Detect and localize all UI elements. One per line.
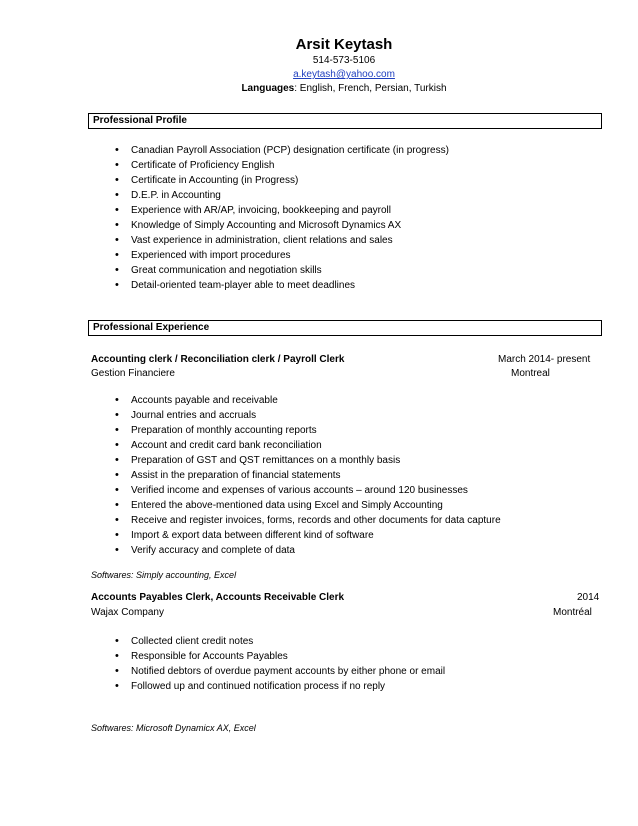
list-item: • Verified income and expenses of various accounts – around 120 businesses: [115, 484, 468, 496]
phone-number: 514-573-5106: [312, 55, 376, 66]
bullet-icon: •: [115, 394, 119, 406]
list-item: • Experienced with import procedures: [115, 249, 291, 261]
list-item: • Preparation of GST and QST remittances on a monthly basis: [115, 454, 401, 466]
bullet-icon: •: [115, 499, 119, 511]
email-line: [0, 68, 638, 82]
job-duties-list: [0, 634, 445, 694]
list-item: • Import & export data between different kind of software: [115, 529, 374, 541]
profile-list: [0, 143, 449, 293]
bullet-icon: •: [115, 409, 119, 421]
list-item: • Great communication and negotiation skills: [115, 264, 322, 276]
list-item: • Vast experience in administration, client relations and sales: [115, 234, 393, 246]
job-duties-list: [0, 393, 501, 558]
bullet-icon: •: [115, 204, 119, 216]
bullet-icon: •: [115, 469, 119, 481]
job-title: Accounting clerk / Reconciliation clerk / Payroll Clerk: [91, 354, 345, 365]
list-item: • Certificate in Accounting (in Progress): [115, 174, 299, 186]
list-item: • Responsible for Accounts Payables: [115, 650, 288, 662]
list-item: • Followed up and continued notification process if no reply: [115, 680, 386, 692]
languages-label: Languages: [241, 83, 295, 94]
resume-header: [0, 36, 638, 96]
list-item: • Canadian Payroll Association (PCP) designation certificate (in progress): [115, 144, 449, 156]
job-location: Montréal: [553, 607, 592, 618]
bullet-icon: •: [115, 174, 119, 186]
bullet-icon: •: [115, 514, 119, 526]
bullet-icon: •: [115, 264, 119, 276]
section-header-experience: Professional Experience: [88, 320, 602, 336]
bullet-icon: •: [115, 159, 119, 171]
software-note: Softwares: Simply accounting, Excel: [91, 570, 237, 580]
list-item: • Journal entries and accruals: [115, 409, 257, 421]
bullet-icon: •: [115, 279, 119, 291]
list-item: • Entered the above-mentioned data using Excel and Simply Accounting: [115, 499, 443, 511]
list-item: • Collected client credit notes: [115, 635, 254, 647]
list-item: • Assist in the preparation of financial statements: [115, 469, 341, 481]
bullet-icon: •: [115, 249, 119, 261]
bullet-icon: •: [115, 234, 119, 246]
bullet-icon: •: [115, 650, 119, 662]
bullet-icon: •: [115, 665, 119, 677]
job-date: March 2014- present: [498, 354, 591, 365]
list-item: • Certificate of Proficiency English: [115, 159, 275, 171]
list-item: • Knowledge of Simply Accounting and Microsoft Dynamics AX: [115, 219, 402, 231]
bullet-icon: •: [115, 144, 119, 156]
bullet-icon: •: [115, 544, 119, 556]
candidate-name: Arsit Keytash: [295, 36, 393, 53]
languages-value: : English, French, Persian, Turkish: [294, 83, 447, 94]
bullet-icon: •: [115, 424, 119, 436]
bullet-icon: •: [115, 454, 119, 466]
list-item: • Notified debtors of overdue payment accounts by either phone or email: [115, 665, 446, 677]
bullet-icon: •: [115, 189, 119, 201]
bullet-icon: •: [115, 680, 119, 692]
list-item: • Accounts payable and receivable: [115, 394, 278, 406]
bullet-icon: •: [115, 439, 119, 451]
list-item: • Experience with AR/AP, invoicing, bookkeeping and payroll: [115, 204, 391, 216]
bullet-icon: •: [115, 529, 119, 541]
job-date: 2014: [577, 592, 600, 603]
section-header-profile: Professional Profile: [88, 113, 602, 129]
job-title: Accounts Payables Clerk, Accounts Receivable Clerk: [91, 592, 345, 603]
list-item: • Receive and register invoices, forms, records and other documents for data capture: [115, 514, 501, 526]
software-note: Softwares: Microsoft Dynamicx AX, Excel: [91, 723, 256, 733]
job-company: Wajax Company: [91, 607, 164, 618]
bullet-icon: •: [115, 219, 119, 231]
list-item: • Detail-oriented team-player able to meet deadlines: [115, 279, 356, 291]
languages-line: [0, 82, 638, 96]
list-item: • Preparation of monthly accounting reports: [115, 424, 317, 436]
list-item: • Account and credit card bank reconciliation: [115, 439, 322, 451]
job-location: Montreal: [511, 368, 550, 379]
email-link[interactable]: a.keytash@yahoo.com: [293, 69, 395, 80]
list-item: • D.E.P. in Accounting: [115, 189, 221, 201]
list-item: • Verify accuracy and complete of data: [115, 544, 295, 556]
bullet-icon: •: [115, 635, 119, 647]
bullet-icon: •: [115, 484, 119, 496]
job-company: Gestion Financiere: [91, 368, 175, 379]
